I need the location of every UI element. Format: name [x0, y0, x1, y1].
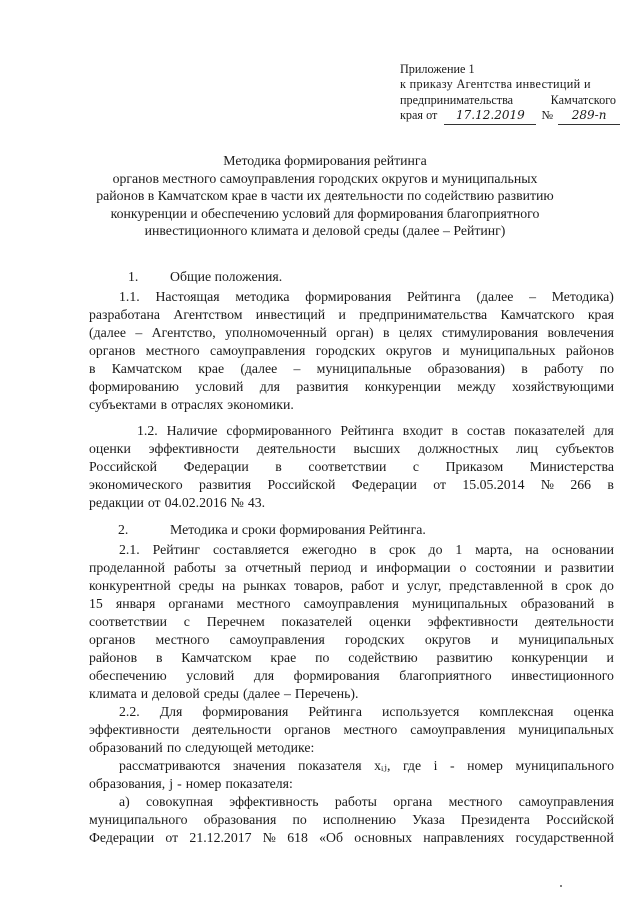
body-line [89, 596, 614, 612]
word: местного [155, 632, 210, 647]
word: муниципальных [459, 343, 556, 358]
word: муниципальных [411, 596, 508, 611]
body-line [89, 686, 614, 702]
word: и [391, 578, 400, 593]
word: развития [296, 379, 349, 394]
word: районов [565, 343, 614, 358]
word: крае [198, 361, 225, 376]
word: в [275, 459, 282, 474]
word: целях [398, 325, 433, 340]
word: в [521, 361, 528, 376]
word: городских [315, 343, 376, 358]
word: лиц [516, 441, 538, 456]
word: и [490, 632, 499, 647]
word: муниципальных [518, 722, 614, 737]
title-line: районов в Камчатском крае в части их деятельности по содействию развитию [96, 188, 554, 204]
word: редакции [89, 495, 144, 510]
word: - [450, 758, 455, 773]
word: отчетный [245, 560, 302, 575]
word: самоуправления [518, 794, 614, 809]
word: Наличие [166, 423, 218, 438]
word: районов [89, 650, 138, 665]
word: методике: [256, 740, 315, 755]
annex-date-prefix: края от [400, 108, 438, 123]
word: Камчатском [111, 361, 183, 376]
word: методика [235, 289, 290, 304]
word: от [147, 495, 161, 510]
word: срок [565, 578, 593, 593]
annex-line [400, 77, 616, 92]
word: и [360, 560, 368, 575]
word: работ [351, 578, 384, 593]
body-line [89, 668, 614, 684]
word: сформированного [226, 423, 332, 438]
word: в [607, 596, 614, 611]
body-line [89, 307, 614, 323]
body-line [89, 650, 614, 666]
word: края [587, 307, 614, 322]
word: 04.02.2016 [164, 495, 227, 510]
word: Российской [267, 477, 336, 492]
word: между [457, 379, 496, 394]
word: местного [145, 343, 200, 358]
word: проделанной [89, 560, 165, 575]
body-line [137, 423, 614, 439]
word: формированию [89, 379, 179, 394]
word: оценка [573, 704, 614, 719]
section-title: Общие положения. [170, 269, 283, 284]
body-line [89, 776, 614, 792]
word: Рейтинга [340, 423, 394, 438]
word: инвестиций [255, 307, 326, 322]
word: для [259, 379, 280, 394]
word: Рейтинга [407, 289, 461, 304]
word: Федерации [351, 477, 417, 492]
title-line: органов местного самоуправления городских округов и муниципальных [112, 170, 538, 186]
word: показателей [514, 423, 585, 438]
word: деловой [152, 686, 200, 701]
word: состоянии [475, 560, 536, 575]
word: используется [381, 704, 460, 719]
body-line [89, 560, 614, 576]
word: (далее [240, 361, 278, 376]
word: государственной [515, 830, 614, 845]
word: 15.05.2014 [462, 477, 525, 492]
word: Российской [89, 459, 157, 474]
word: инвестиционного [511, 668, 614, 683]
word: стимулирования [441, 325, 539, 340]
word: Настоящая [155, 289, 220, 304]
body-line [89, 812, 614, 828]
word: рассматриваются [119, 758, 221, 773]
word: формирования [305, 289, 392, 304]
word: срок [389, 542, 416, 557]
word: с [183, 614, 190, 629]
word: где [402, 758, 422, 773]
annex-date-line [400, 108, 616, 124]
word: 1.2. [137, 423, 158, 438]
word: в [383, 325, 390, 340]
word: следующей [185, 740, 253, 755]
word: Министерства [529, 459, 614, 474]
body-line [119, 542, 614, 558]
handwritten-date: 17.12.2019 [444, 108, 536, 124]
word: в [160, 397, 168, 412]
word: входит [402, 423, 443, 438]
title-line: инвестиционного климата и деловой среды (далее – Рейтинг) [144, 223, 506, 239]
word: среды [203, 686, 239, 701]
word: конкуренции [364, 379, 442, 394]
word: субъектов [555, 441, 614, 456]
body-line [89, 578, 614, 594]
word: с [412, 459, 420, 474]
word: Федерации [183, 459, 249, 474]
word: Для [159, 704, 183, 719]
word: для [253, 668, 275, 683]
word: соответствии [89, 614, 167, 629]
word: самоуправления [410, 722, 506, 737]
word: – [529, 289, 536, 304]
word: местного [448, 794, 503, 809]
word: 21.12.2017 [189, 830, 252, 845]
word: i [433, 758, 438, 773]
word: Перечнем [206, 614, 265, 629]
word: хозяйствующими [512, 379, 614, 394]
word: органами [168, 596, 224, 611]
word: - [177, 776, 182, 791]
body-line [89, 343, 614, 359]
word: крае [270, 650, 297, 665]
word: развитию [436, 650, 493, 665]
word: муниципальные [316, 361, 412, 376]
word: конкуренции [511, 650, 588, 665]
word: № [540, 477, 554, 492]
word: высших [353, 441, 401, 456]
word: о [459, 560, 467, 575]
word: 2.2. [119, 704, 140, 719]
annex-line [400, 93, 616, 108]
word: – [284, 686, 291, 701]
word: деятельности [256, 441, 336, 456]
word: Приказом [445, 459, 504, 474]
word: xᵢⱼ, [374, 758, 391, 773]
section-title: Методика и сроки формирования Рейтинга. [170, 522, 426, 537]
word: местного [343, 722, 398, 737]
word: Методика) [551, 289, 614, 304]
word: направлениях [423, 830, 505, 845]
word: городских [344, 632, 405, 647]
word: ежегодно [302, 542, 357, 557]
word: в [155, 650, 163, 665]
word: обеспечению [89, 668, 167, 683]
word: образований [520, 596, 595, 611]
word: эффективность [229, 794, 319, 809]
word: на [221, 578, 236, 593]
word: образований [89, 740, 163, 755]
word: «Об [319, 830, 344, 845]
word: (далее [89, 325, 126, 340]
word: и [544, 560, 552, 575]
word: Агентство, [151, 325, 216, 340]
word: показателей [281, 614, 353, 629]
word: рынках [243, 578, 287, 593]
word: по [599, 361, 614, 376]
word: конкурентной [89, 578, 171, 593]
word: эффективности [427, 614, 519, 629]
word: в [89, 361, 96, 376]
word: информации [376, 560, 451, 575]
word: представленной [449, 578, 544, 593]
word: (далее [243, 686, 280, 701]
word: основных [354, 830, 412, 845]
word: работы [334, 794, 377, 809]
word: основании [551, 542, 614, 557]
word: Камчатского [500, 307, 575, 322]
word: Рейтинг [152, 542, 201, 557]
annex-word: к приказу Агентства инвестиций и [400, 77, 591, 92]
word: экономики. [227, 397, 294, 412]
word: Президента [461, 812, 530, 827]
word: условий [195, 379, 244, 394]
word: образования) [427, 361, 505, 376]
title-line: Методика формирования рейтинга [223, 153, 427, 168]
word: – [293, 361, 301, 376]
word: оценки [369, 614, 411, 629]
word: и [338, 307, 346, 322]
word: субъектами [89, 397, 157, 412]
body-line [89, 722, 614, 738]
word: (далее [476, 289, 514, 304]
word: совокупная [146, 794, 213, 809]
body-line [89, 632, 614, 648]
word: и [442, 343, 450, 358]
word: до [600, 578, 614, 593]
word: работы [173, 560, 216, 575]
word: показателя: [225, 776, 293, 791]
word: органа [393, 794, 433, 809]
word: соответствии [308, 459, 387, 474]
body-line [89, 459, 614, 475]
body-line [89, 397, 614, 413]
section-number: 1. [128, 269, 139, 284]
word: уполномоченный [225, 325, 327, 340]
word: в [551, 578, 558, 593]
word: формирования [293, 668, 380, 683]
word: развитии [560, 560, 614, 575]
word: комплексная [479, 704, 554, 719]
body-line [89, 441, 614, 457]
word: на [525, 542, 539, 557]
word: деятельности [534, 614, 614, 629]
word: вовлечения [547, 325, 614, 340]
word: для [593, 423, 614, 438]
word: в [451, 423, 459, 438]
word: № [230, 495, 244, 510]
annex-line: Приложение 1 [400, 62, 475, 76]
body-line [89, 325, 614, 341]
word: самоуправления [229, 632, 325, 647]
word: экономического [89, 477, 183, 492]
word: Рейтинга [308, 704, 362, 719]
word: климата [89, 686, 137, 701]
handwritten-number: 289-п [558, 108, 620, 124]
word: муниципального [515, 758, 614, 773]
word: органов [89, 343, 136, 358]
word: должностных [418, 441, 499, 456]
word: и [140, 686, 149, 701]
body-line [119, 794, 614, 810]
word: номер [467, 758, 503, 773]
word: округов [385, 343, 432, 358]
word: за [224, 560, 237, 575]
word: – [135, 325, 143, 340]
body-line [89, 495, 614, 511]
word: товаров, [294, 578, 344, 593]
word: 43. [247, 495, 266, 510]
word: образования [203, 812, 277, 827]
word: местного [236, 596, 291, 611]
word: 1.1. [119, 289, 140, 304]
body-line [119, 758, 614, 774]
word: самоуправления [210, 343, 306, 358]
word: в [369, 542, 377, 557]
word: по [166, 740, 182, 755]
word: от [165, 830, 179, 845]
word: органов [284, 722, 331, 737]
word: предпринимательства [359, 307, 488, 322]
word: j [169, 776, 174, 791]
word: округов [424, 632, 471, 647]
word: среды [178, 578, 214, 593]
word: Перечень). [294, 686, 359, 701]
word: формирования [202, 704, 289, 719]
word: показателя [298, 758, 362, 773]
word: разработана [89, 307, 161, 322]
page-speck [560, 885, 562, 887]
word: Российской [545, 812, 614, 827]
body-line [89, 361, 614, 377]
word: января [115, 596, 156, 611]
word: эффективности [148, 441, 239, 456]
section-number: 2. [118, 522, 129, 537]
word: Указа [412, 812, 445, 827]
word: по [315, 650, 330, 665]
word: от [433, 477, 447, 492]
word: услуг, [406, 578, 442, 593]
document-title [95, 152, 555, 240]
body-line [89, 477, 614, 493]
word: марта, [475, 542, 513, 557]
word: 2.1. [119, 542, 140, 557]
word: Агентством [173, 307, 243, 322]
word: до [428, 542, 443, 557]
word: отраслях [171, 397, 224, 412]
word: номер [185, 776, 222, 791]
word: 1 [455, 542, 463, 557]
word: а) [119, 794, 130, 809]
word: 15 [89, 596, 103, 611]
body-line [89, 614, 614, 630]
word: работу [543, 361, 584, 376]
word: в [607, 477, 614, 492]
title-line: конкуренции и обеспечению условий для формирования благоприятного [110, 205, 540, 221]
word: муниципального [89, 812, 188, 827]
word: муниципальных [518, 632, 614, 647]
body-line [119, 289, 614, 305]
body-line [89, 379, 614, 395]
word: Федерации [89, 830, 155, 845]
word: эффективности [89, 722, 180, 737]
word: по [292, 812, 307, 827]
body-line [89, 830, 614, 846]
word: самоуправления [303, 596, 399, 611]
word: развития [198, 477, 252, 492]
annex-word: Камчатского [550, 92, 616, 107]
word: условий [186, 668, 235, 683]
word: благоприятного [399, 668, 492, 683]
word: период [309, 560, 352, 575]
number-sign: № [541, 108, 554, 123]
word: состав [466, 423, 506, 438]
word: 618 [287, 830, 308, 845]
word: деятельности [192, 722, 272, 737]
word: Камчатском [181, 650, 252, 665]
annex-block [400, 62, 616, 125]
annex-word: предпринимательства [400, 92, 514, 107]
word: № [262, 830, 276, 845]
word: составляется [212, 542, 290, 557]
word: образования, [89, 776, 166, 791]
word: органов [89, 632, 136, 647]
word: оценки [89, 441, 131, 456]
word: исполнению [322, 812, 396, 827]
word: значения [232, 758, 286, 773]
body-line [119, 704, 614, 720]
word: орган) [336, 325, 374, 340]
word: содействию [348, 650, 418, 665]
body-line [89, 740, 614, 756]
word: 266 [570, 477, 592, 492]
word: и [606, 650, 614, 665]
